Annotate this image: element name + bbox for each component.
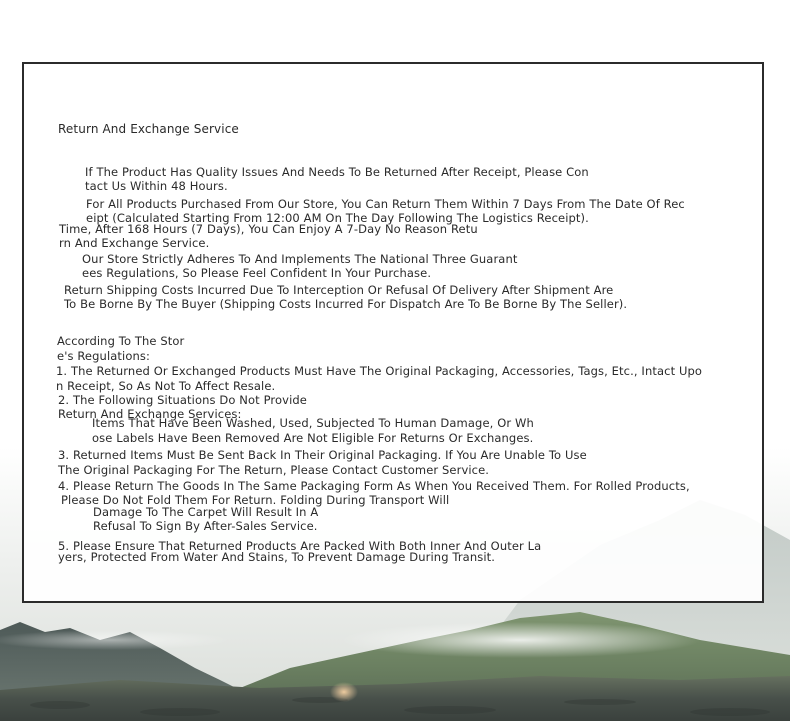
policy-line: If The Product Has Quality Issues And Needs To Be Returned After Receipt, Please Con [85,165,589,179]
regulation-item: n Receipt, So As Not To Affect Resale. [56,379,276,393]
policy-line: For All Products Purchased From Our Store, You Can Return Them Within 7 Days From The Date Of Rec [86,197,685,211]
regulation-item: 3. Returned Items Must Be Sent Back In Their Original Packaging. If You Are Unable To Use [58,448,587,462]
policy-line: rn And Exchange Service. [59,236,210,250]
policy-line: Return Shipping Costs Incurred Due To Interception Or Refusal Of Delivery After Shipment Are [64,283,614,297]
regulation-item: yers, Protected From Water And Stains, To Prevent Damage During Transit. [58,550,496,564]
panel-title: Return And Exchange Service [58,122,239,136]
policy-line: Our Store Strictly Adheres To And Implements The National Three Guarant [82,252,518,266]
regulations-heading: According To The Stor [57,334,185,348]
policy-line: eipt (Calculated Starting From 12:00 AM On The Day Following The Logistics Receipt). [86,211,589,225]
regulation-item: Return And Exchange Services: [58,407,242,421]
return-policy-panel [22,62,764,603]
policy-line: ees Regulations, So Please Feel Confident In Your Purchase. [82,266,432,280]
regulation-item: Items That Have Been Washed, Used, Subjected To Human Damage, Or Wh [92,416,534,430]
policy-line: To Be Borne By The Buyer (Shipping Costs Incurred For Dispatch Are To Be Borne By The Seller). [64,297,628,311]
policy-line: Time, After 168 Hours (7 Days), You Can Enjoy A 7-Day No Reason Retu [59,222,478,236]
regulation-item: Please Do Not Fold Them For Return. Folding During Transport Will [61,493,450,507]
regulations-heading: e's Regulations: [57,349,150,363]
regulation-item: 2. The Following Situations Do Not Provide [58,393,307,407]
regulation-item: ose Labels Have Been Removed Are Not Eligible For Returns Or Exchanges. [92,431,534,445]
regulation-item: Damage To The Carpet Will Result In A [93,505,319,519]
regulation-item: The Original Packaging For The Return, Please Contact Customer Service. [58,463,490,477]
regulation-item: Refusal To Sign By After-Sales Service. [93,519,318,533]
policy-line: tact Us Within 48 Hours. [85,179,228,193]
regulation-item: 1. The Returned Or Exchanged Products Must Have The Original Packaging, Accessories, Tags, Etc., Intact Upo [56,364,703,378]
regulation-item: 5. Please Ensure That Returned Products Are Packed With Both Inner And Outer La [58,539,542,553]
regulation-item: 4. Please Return The Goods In The Same Packaging Form As When You Received Them. For Rolled Products, [58,479,690,493]
